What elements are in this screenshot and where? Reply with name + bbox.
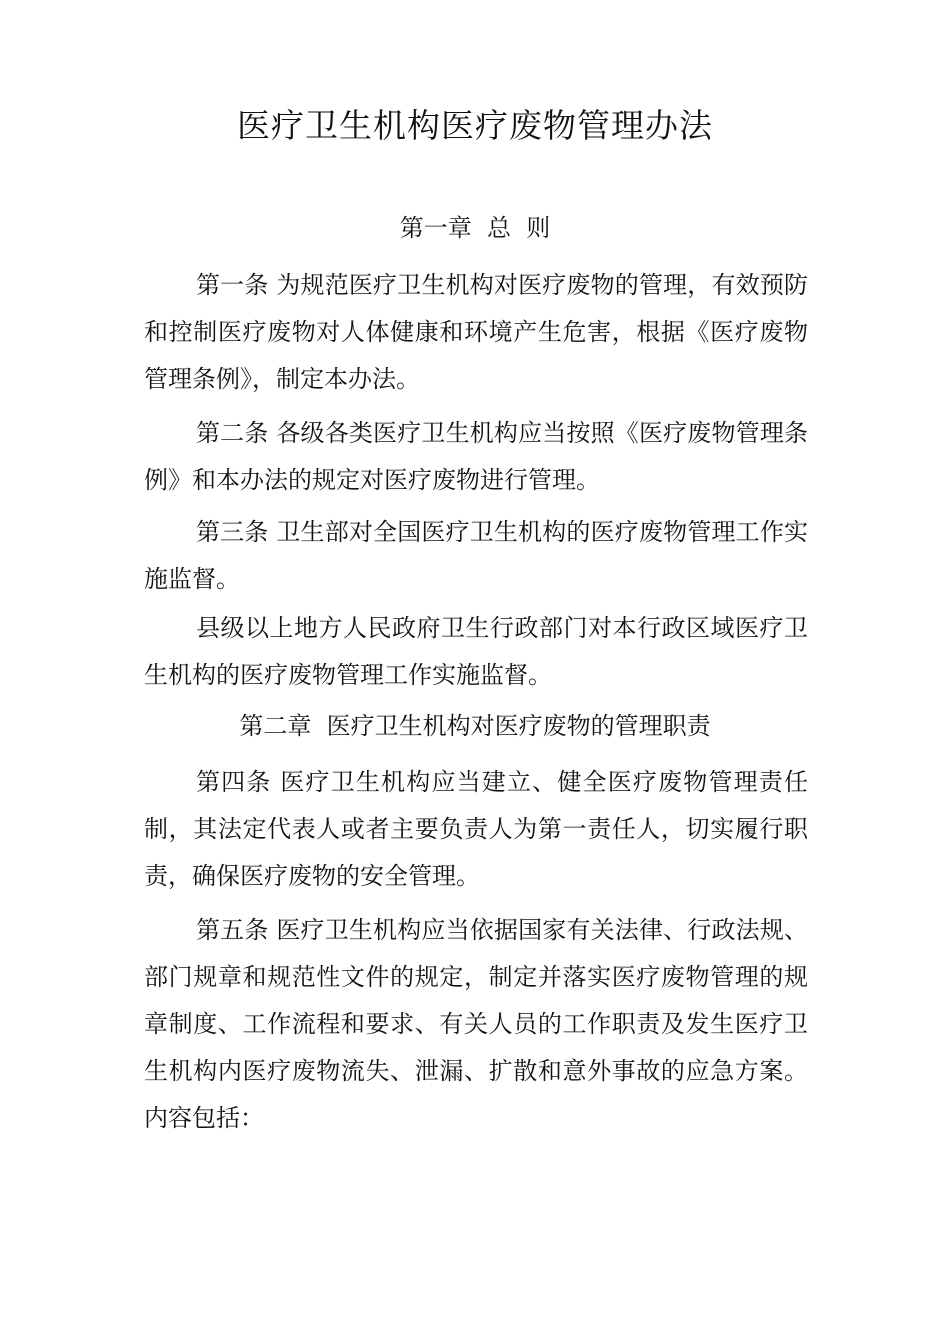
article-text: 县级以上地方人民政府卫生行政部门对本行政区域医疗卫生机构的医疗废物管理工作实施监督。	[144, 614, 808, 689]
article-text: 为规范医疗卫生机构对医疗废物的管理，有效预防和控制医疗废物对人体健康和环境产生危害，根据《医疗废物管理条例》，制定本办法。	[144, 271, 809, 393]
article-number: 第二条	[196, 419, 269, 447]
article-number: 第五条	[196, 916, 269, 944]
article-paragraph	[144, 262, 808, 403]
article-number: 第四条	[196, 768, 272, 796]
document-title: 医疗卫生机构医疗废物管理办法	[237, 106, 713, 145]
chapter-heading-2: 第二章 医疗卫生机构对医疗废物的管理职责	[239, 712, 711, 740]
article-number: 第三条	[196, 518, 269, 546]
article-paragraph	[144, 410, 808, 504]
article-text: 各级各类医疗卫生机构应当按照《医疗废物管理条例》和本办法的规定对医疗废物进行管理。	[144, 419, 809, 494]
article-paragraph	[144, 605, 808, 699]
article-number: 第一条	[196, 271, 269, 299]
article-paragraph	[144, 509, 808, 603]
chapter-heading-1: 第一章 总 则	[399, 214, 551, 242]
article-text: 医疗卫生机构应当建立、健全医疗废物管理责任制，其法定代表人或者主要负责人为第一责任人，切实履行职责，确保医疗废物的安全管理。	[144, 768, 808, 890]
article-paragraph	[144, 907, 808, 1142]
article-paragraph	[144, 759, 808, 900]
article-text: 医疗卫生机构应当依据国家有关法律、行政法规、部门规章和规范性文件的规定，制定并落实医疗废物管理的规章制度、工作流程和要求、有关人员的工作职责及发生医疗卫生机构内医疗废物流失、泄漏、扩散和意外事故的应急方案。内容包括：	[144, 916, 809, 1132]
article-text: 卫生部对全国医疗卫生机构的医疗废物管理工作实施监督。	[144, 518, 809, 593]
